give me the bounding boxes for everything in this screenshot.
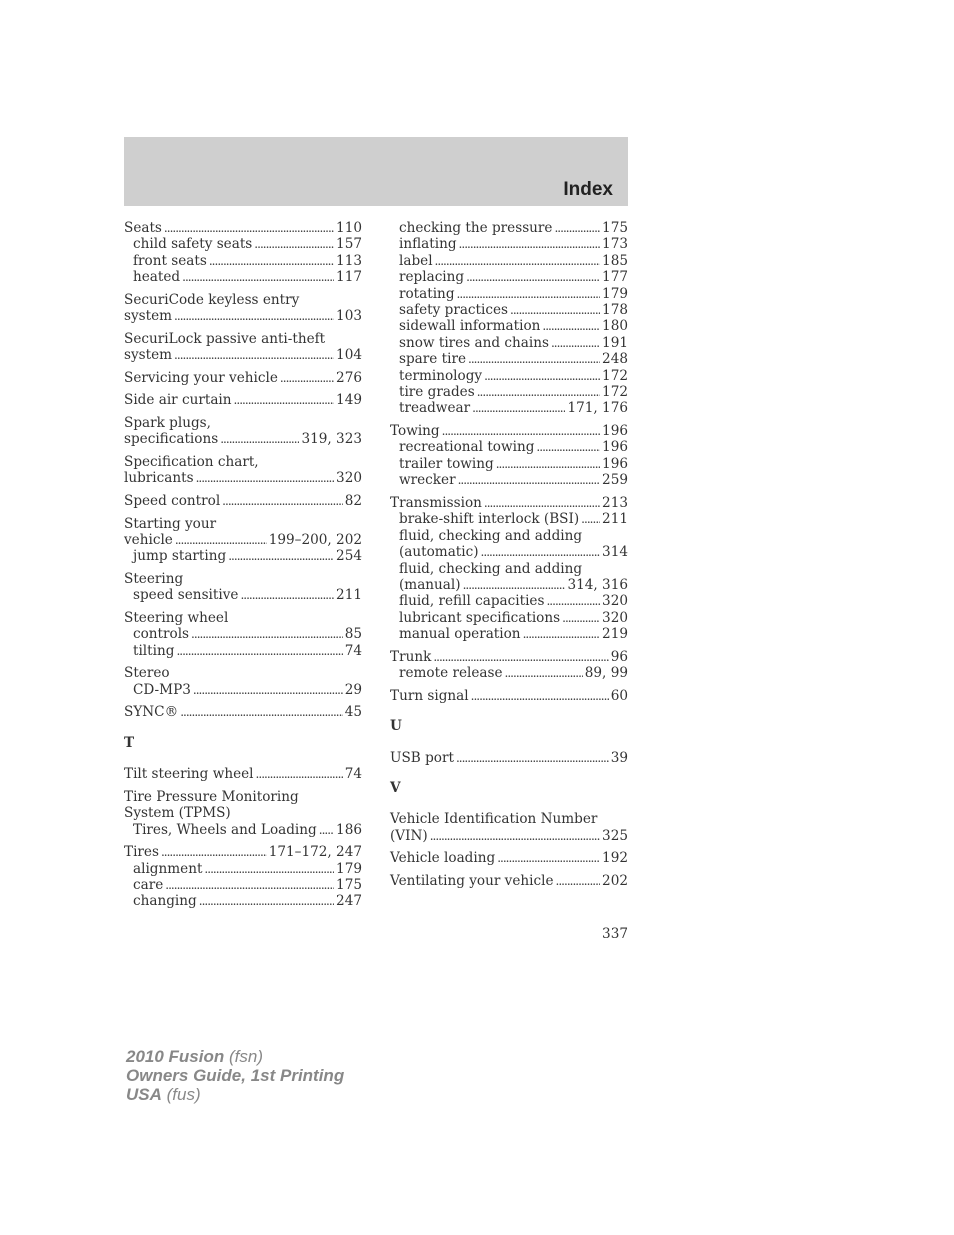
index-page-ref: 186: [336, 821, 362, 838]
index-term: SYNC®: [124, 704, 179, 721]
dot-leader: [319, 822, 334, 838]
index-page-ref: 110: [336, 220, 362, 236]
dot-leader: [180, 704, 343, 720]
dot-leader: [536, 439, 600, 455]
index-entry: [124, 704, 362, 720]
index-term: rotating: [399, 285, 455, 302]
index-page-ref: 82: [344, 493, 362, 509]
index-entry: [390, 873, 628, 889]
dot-leader: [196, 470, 334, 486]
index-subentry-line: [390, 236, 628, 252]
dot-leader: [458, 472, 600, 488]
index-entry: [124, 331, 362, 364]
dot-leader: [175, 532, 267, 548]
index-subentry-line: [390, 511, 628, 527]
index-entry: [124, 454, 362, 487]
index-term: (automatic): [399, 544, 479, 561]
index-page-ref: 74: [344, 642, 362, 659]
index-page-ref: 179: [602, 285, 628, 302]
index-page-ref: 175: [336, 877, 362, 894]
index-term: Starting your: [124, 515, 217, 532]
index-page-ref: 320: [336, 470, 362, 487]
index-term: system: [124, 308, 173, 325]
index-page-ref: 171–172, 247: [268, 844, 362, 861]
dot-leader: [463, 577, 566, 593]
index-term: front seats: [133, 252, 207, 269]
index-page-ref: 175: [602, 220, 628, 236]
index-page-ref: 248: [602, 351, 628, 368]
index-subentry-line: [124, 269, 362, 285]
index-subentry-line: [124, 236, 362, 252]
index-page-ref: 314, 316: [567, 576, 628, 593]
index-term: spare tire: [399, 351, 466, 368]
index-entry-line: [124, 431, 362, 447]
index-subentry-line: [390, 253, 628, 269]
dot-leader: [484, 495, 600, 511]
index-term: Turn signal: [390, 687, 469, 704]
index-entry: [124, 415, 362, 448]
index-page-ref: 213: [602, 494, 628, 511]
index-term: inflating: [399, 236, 457, 253]
index-entry-line: [390, 495, 628, 511]
index-entry-line: [124, 470, 362, 486]
index-term: recreational towing: [399, 439, 535, 456]
index-page-ref: 179: [336, 860, 362, 877]
index-page-ref: 192: [602, 850, 628, 867]
index-entry: [124, 789, 362, 838]
index-entry-line: [124, 370, 362, 386]
index-term: Tires: [124, 844, 159, 861]
dot-leader: [228, 548, 334, 564]
dot-leader: [471, 688, 609, 704]
index-term: treadwear: [399, 400, 471, 417]
index-entry: [390, 850, 628, 866]
index-subentry-line: [124, 893, 362, 909]
index-subentry-line: [390, 384, 628, 400]
index-term: changing: [133, 893, 197, 910]
index-page-ref: 149: [336, 392, 362, 409]
index-page-ref: 320: [602, 593, 628, 610]
dot-leader: [554, 220, 600, 236]
dot-leader: [477, 384, 600, 400]
index-term: label: [399, 252, 433, 269]
index-term: speed sensitive: [133, 587, 239, 604]
index-subentry-line: [390, 439, 628, 455]
index-entry: [124, 844, 362, 910]
index-term: tire grades: [399, 384, 475, 401]
index-term: terminology: [399, 367, 483, 384]
index-subentry-line: [390, 269, 628, 285]
index-entry-line: [124, 805, 362, 821]
index-term: Trunk: [390, 648, 432, 665]
index-term: (VIN): [390, 827, 428, 844]
index-term: Steering: [124, 571, 184, 587]
index-page-ref: 191: [602, 334, 628, 351]
index-term: Vehicle loading: [390, 850, 496, 867]
index-term: sidewall information: [399, 318, 541, 335]
index-entry-line: [124, 532, 362, 548]
footer-model-code: (fsn): [224, 1047, 263, 1066]
index-subentry-line: [390, 286, 628, 302]
index-entry-line: [124, 844, 362, 860]
dot-leader: [496, 456, 600, 472]
index-subentry-line: [124, 682, 362, 698]
dot-leader: [209, 253, 334, 269]
index-term: lubricants: [124, 470, 194, 487]
index-entry-line: [390, 423, 628, 439]
index-subentry-line: [124, 626, 362, 642]
index-page-ref: 173: [602, 236, 628, 253]
dot-leader: [581, 511, 600, 527]
dot-leader: [562, 610, 600, 626]
index-page-ref: 172: [602, 367, 628, 384]
dot-leader: [430, 828, 600, 844]
index-term: CD-MP3: [133, 681, 191, 698]
footer-print-info: [126, 1048, 344, 1104]
index-page-ref: 202: [602, 872, 628, 889]
index-subentry-line: [124, 822, 362, 838]
index-term: Tire Pressure Monitoring: [124, 788, 299, 805]
index-subentry-line: [390, 472, 628, 488]
index-term: Tilt steering wheel: [124, 766, 254, 783]
index-term: Side air curtain: [124, 392, 232, 409]
index-term: (manual): [399, 576, 461, 593]
index-page-ref: 103: [336, 308, 362, 325]
index-page-ref: 172: [602, 384, 628, 401]
dot-leader: [280, 370, 334, 386]
index-subentry-line: [390, 593, 628, 609]
index-entry-line: [124, 516, 362, 532]
index-page-ref: 39: [610, 749, 628, 766]
index-column-left: [124, 220, 362, 916]
index-entry: [124, 392, 362, 408]
index-term: fluid, refill capacities: [399, 593, 545, 610]
index-term: checking the pressure: [399, 220, 553, 236]
dot-leader: [505, 665, 583, 681]
index-term: snow tires and chains: [399, 334, 549, 351]
index-term: trailer towing: [399, 455, 494, 472]
index-entry-line: [124, 665, 362, 681]
index-letter-heading: T: [124, 734, 135, 751]
index-term: vehicle: [124, 532, 173, 548]
dot-leader: [456, 750, 609, 766]
index-entry-line: [124, 347, 362, 363]
dot-leader: [484, 368, 600, 384]
index-page-ref: 45: [344, 704, 362, 721]
index-letter-heading: V: [390, 779, 401, 796]
index-page-ref: 185: [602, 252, 628, 269]
dot-leader: [222, 493, 343, 509]
index-term: wrecker: [399, 472, 456, 489]
index-page-ref: 320: [602, 609, 628, 626]
index-page-ref: 196: [602, 455, 628, 472]
index-term: SecuriCode keyless entry: [124, 291, 300, 308]
index-subentry-line: [390, 528, 628, 544]
index-page-ref: 157: [336, 236, 362, 253]
index-entry: [390, 220, 628, 417]
index-entry-line: [390, 750, 628, 766]
index-subentry-line: [390, 335, 628, 351]
footer-model: 2010 Fusion: [126, 1047, 225, 1066]
index-page-ref: 117: [336, 269, 362, 286]
index-subentry-line: [390, 561, 628, 577]
dot-leader: [234, 392, 335, 408]
index-term: USB port: [390, 749, 454, 766]
dot-leader: [254, 236, 334, 252]
index-page-ref: 104: [336, 347, 362, 364]
index-page-ref: 219: [602, 626, 628, 643]
index-term: child safety seats: [133, 236, 253, 253]
index-page-ref: 74: [344, 766, 362, 783]
dot-leader: [468, 351, 600, 367]
index-page-ref: 314: [602, 544, 628, 561]
index-term: Tires, Wheels and Loading: [133, 821, 317, 838]
index-page-ref: 247: [336, 893, 362, 910]
index-term: remote release: [399, 665, 503, 682]
index-term: Steering wheel: [124, 610, 229, 626]
index-entry: [124, 665, 362, 698]
index-page-ref: 276: [336, 369, 362, 386]
index-subentry-line: [124, 253, 362, 269]
index-entry: [390, 750, 628, 766]
index-entry-line: [124, 789, 362, 805]
index-entry-line: [124, 571, 362, 587]
index-page-ref: 171, 176: [567, 400, 628, 417]
index-subentry-line: [390, 318, 628, 334]
dot-leader: [174, 347, 334, 363]
dot-leader: [176, 643, 342, 659]
index-term: System (TPMS): [124, 805, 231, 822]
index-entry-line: [124, 392, 362, 408]
index-term: Specification chart,: [124, 454, 259, 470]
index-entry: [390, 495, 628, 643]
dot-leader: [497, 850, 600, 866]
index-term: Stereo: [124, 665, 170, 682]
dot-leader: [199, 893, 334, 909]
dot-leader: [191, 626, 343, 642]
index-entry-line: [390, 850, 628, 866]
index-term: care: [133, 877, 164, 894]
index-entry-line: [124, 220, 362, 236]
index-subentry-line: [390, 368, 628, 384]
index-page-ref: 325: [602, 827, 628, 844]
dot-leader: [164, 220, 334, 236]
index-entry: [124, 766, 362, 782]
dot-leader: [204, 861, 334, 877]
index-entry: [390, 649, 628, 682]
index-term: Spark plugs,: [124, 415, 211, 431]
index-term: jump starting: [133, 548, 227, 565]
dot-leader: [523, 626, 600, 642]
index-subentry-line: [390, 626, 628, 642]
index-entry: [124, 220, 362, 286]
index-subentry-line: [390, 665, 628, 681]
index-term: Ventilating your vehicle: [390, 872, 554, 889]
index-page-ref: 196: [602, 423, 628, 440]
index-page-ref: 259: [602, 472, 628, 489]
index-entry-line: [124, 331, 362, 347]
dot-leader: [240, 587, 334, 603]
dot-leader: [256, 766, 343, 782]
dot-leader: [174, 308, 334, 324]
index-page-ref: 211: [336, 587, 362, 604]
index-term: Seats: [124, 220, 162, 236]
index-page-ref: 29: [344, 681, 362, 698]
index-page-ref: 319, 323: [301, 431, 362, 448]
index-entry-line: [124, 308, 362, 324]
index-entry-line: [124, 493, 362, 509]
index-term: fluid, checking and adding: [399, 560, 583, 577]
index-entry-line: [390, 811, 628, 827]
dot-leader: [546, 593, 600, 609]
index-subentry-line: [390, 302, 628, 318]
index-term: tilting: [133, 642, 175, 659]
index-subentry-line: [124, 861, 362, 877]
index-page-ref: 89, 99: [584, 665, 628, 682]
dot-leader: [472, 400, 565, 416]
index-entry: [124, 493, 362, 509]
index-page-ref: 254: [336, 548, 362, 565]
dot-leader: [165, 877, 334, 893]
index-letter-heading: U: [390, 718, 402, 735]
index-page-ref: 178: [602, 302, 628, 319]
index-term: Speed control: [124, 493, 221, 509]
index-entry-line: [124, 454, 362, 470]
index-entry-line: [124, 704, 362, 720]
index-entry: [124, 571, 362, 604]
index-page-ref: 96: [610, 648, 628, 665]
index-entry: [124, 610, 362, 659]
index-entry: [390, 688, 628, 704]
index-page-ref: 60: [610, 687, 628, 704]
dot-leader: [510, 302, 600, 318]
dot-leader: [457, 286, 601, 302]
index-term: lubricant specifications: [399, 609, 561, 626]
index-term: specifications: [124, 431, 219, 448]
dot-leader: [433, 649, 608, 665]
index-page-ref: 199–200, 202: [268, 532, 362, 548]
index-term: SecuriLock passive anti-theft: [124, 330, 326, 347]
index-entry: [390, 811, 628, 844]
footer-guide: Owners Guide, 1st Printing: [126, 1065, 345, 1085]
index-entry-line: [390, 688, 628, 704]
dot-leader: [193, 682, 343, 698]
dot-leader: [182, 269, 334, 285]
index-term: manual operation: [399, 626, 521, 643]
index-entry-line: [390, 649, 628, 665]
dot-leader: [481, 544, 601, 560]
index-subentry-line: [390, 544, 628, 560]
index-entry-line: [124, 766, 362, 782]
index-entry: [124, 370, 362, 386]
index-page-ref: 177: [602, 269, 628, 286]
index-page-ref: 180: [602, 318, 628, 335]
index-entry: [390, 423, 628, 489]
dot-leader: [459, 236, 601, 252]
dot-leader: [466, 269, 600, 285]
index-page-ref: 113: [336, 252, 362, 269]
index-page-ref: 211: [602, 511, 628, 528]
index-term: heated: [133, 269, 181, 286]
index-entry: [124, 292, 362, 325]
page-title: Index: [563, 179, 613, 200]
index-term: replacing: [399, 269, 465, 286]
index-subentry-line: [124, 643, 362, 659]
index-subentry-line: [124, 587, 362, 603]
dot-leader: [442, 423, 600, 439]
index-subentry-line: [124, 548, 362, 564]
dot-leader: [551, 335, 600, 351]
index-subentry-line: [390, 400, 628, 416]
index-page-ref: 85: [344, 626, 362, 643]
dot-leader: [542, 318, 600, 334]
dot-leader: [161, 844, 267, 860]
footer-market-code: (fus): [161, 1084, 201, 1104]
index-subentry-line: [124, 877, 362, 893]
index-term: safety practices: [399, 302, 508, 319]
index-term: alignment: [133, 860, 203, 877]
index-subentry-line: [390, 577, 628, 593]
index-term: Transmission: [390, 494, 482, 511]
index-term: brake-shift interlock (BSI): [399, 511, 580, 528]
index-subentry-line: [390, 456, 628, 472]
index-column-right: [390, 220, 628, 896]
dot-leader: [220, 431, 299, 447]
index-entry-line: [390, 828, 628, 844]
footer-market: USA: [126, 1084, 162, 1104]
index-subentry-line: [390, 610, 628, 626]
index-term: Vehicle Identification Number: [390, 811, 598, 828]
index-term: system: [124, 347, 173, 364]
index-entry-line: [124, 610, 362, 626]
index-term: Servicing your vehicle: [124, 369, 278, 386]
page-number: 337: [602, 926, 628, 942]
index-term: fluid, checking and adding: [399, 527, 583, 544]
dot-leader: [435, 253, 601, 269]
index-subentry-line: [390, 351, 628, 367]
index-entry-line: [124, 292, 362, 308]
index-subentry-line: [390, 220, 628, 236]
index-entry: [124, 516, 362, 565]
index-page-ref: 196: [602, 439, 628, 456]
index-entry-line: [390, 873, 628, 889]
index-term: Towing: [390, 423, 440, 440]
index-term: controls: [133, 626, 190, 643]
index-entry-line: [124, 415, 362, 431]
header-band: [124, 137, 628, 206]
dot-leader: [556, 873, 601, 889]
